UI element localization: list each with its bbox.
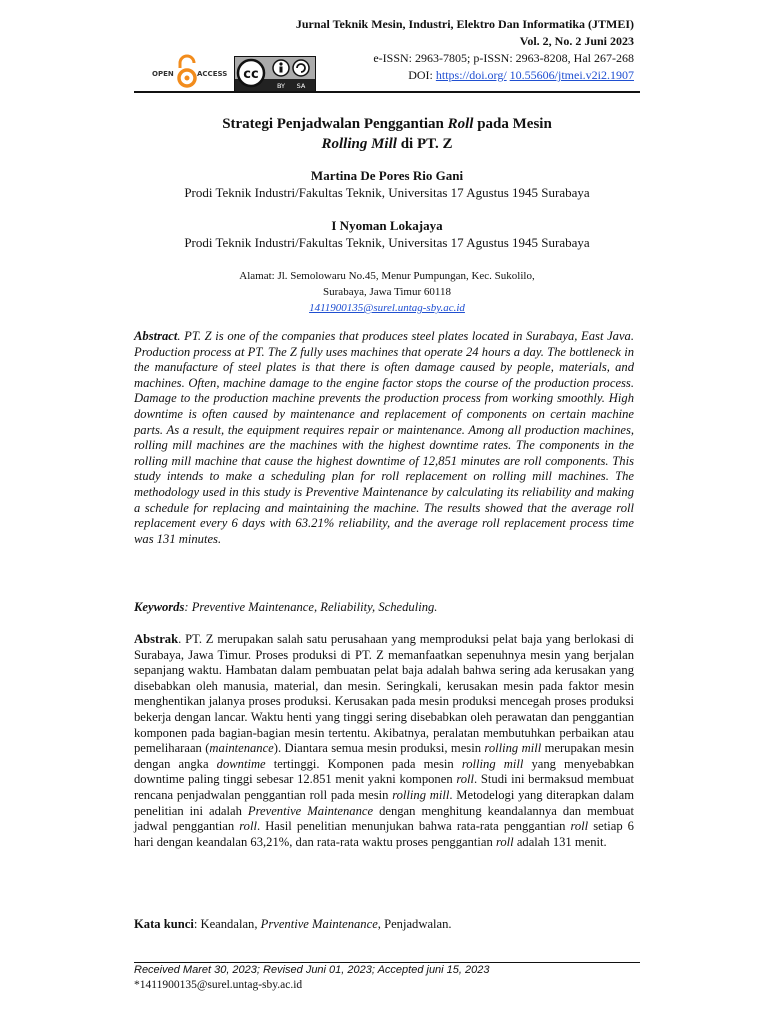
cc-sa-text: SA	[296, 82, 306, 90]
cc-text: cc	[243, 67, 259, 82]
author-name: I Nyoman Lokajaya	[331, 218, 443, 233]
author-affiliation: Prodi Teknik Industri/Fakultas Teknik, Universitas 17 Agustus 1945 Surabaya	[184, 235, 590, 250]
abstract-id-label: Abstrak	[134, 632, 179, 646]
open-access-logo	[152, 54, 228, 94]
open-access-left-text: OPEN	[152, 70, 174, 78]
doi-prefix-link[interactable]: https://doi.org/	[435, 68, 507, 82]
doi-suffix-link[interactable]: 10.55606/jtmei.v2i2.1907	[509, 68, 634, 82]
keywords-en-label: Keywords	[134, 600, 185, 614]
header-rule	[134, 91, 640, 93]
doi-label: DOI:	[408, 68, 433, 82]
author-name: Martina De Pores Rio Gani	[310, 168, 464, 183]
corresponding-email: *1411900135@surel.untag-sby.ac.id	[134, 979, 303, 991]
abstract-id: Abstrak. PT. Z merupakan salah satu perusahaan yang memproduksi pelat baja yang berlokasi di Surabaya, Jawa Timur. Proses produksi di PT. Z memanfaatkan sepenuhnya mesin yang berjalan sepanjang waktu. Hambatan dalam pembuatan pelat baja adalah bahwa sering ada kerusakan yang disebabkan oleh manusia, material, dan mesin. Seringkali, kerusakan mesin pada faktor mesin menghentikan jalanya proses produksi. Kerusakan pada mesin produksi mencegah proses produksi bekerja dengan lancar. Waktu henti yang tinggi sering disebabkan oleh perawatan dan penggantian komponen pada bagian-bagian mesin tertentu. Akibatnya, peralatan membutuhkan perbaikan atau pemeliharaan (maintenance). Diantara semua mesin produksi, mesin rolling mill merupakan mesin dengan angka downtime tertinggi. Komponen pada mesin rolling mill yang menyebabkan downtime paling tinggi sebesar 12.851 menit yakni komponen roll. Studi ini bermaksud membuat rencana penjadwalan penggantian roll pada mesin rolling mill. Metodelogi yang diterapkan dalam penelitian ini adalah Preventive Maintenance dengan menghitung keandalannya dan membuat jadwal penggantian roll. Hasil penelitian menunjukan bahwa rata-rata penggantian roll setiap 6 hari dengan keandalan 63,21%, dan rata-rata waktu proses penggantian roll adalah 131 menit.	[134, 632, 635, 849]
address-email-wrap	[134, 300, 640, 316]
open-access-lock-icon	[152, 54, 228, 94]
author-address	[134, 268, 640, 316]
author-affiliation: Prodi Teknik Industri/Fakultas Teknik, Universitas 17 Agustus 1945 Surabaya	[184, 185, 590, 200]
title-line-2: Rolling Mill di PT. Z	[321, 136, 453, 152]
keywords-en	[134, 600, 634, 616]
address-email-link[interactable]: 1411900135@surel.untag-sby.ac.id	[309, 302, 465, 314]
title-line-1: Strategi Penjadwalan Penggantian Roll pada Mesin	[222, 116, 552, 132]
journal-volume: Vol. 2, No. 2 Juni 2023	[519, 34, 634, 48]
received-dates: Received Maret 30, 2023; Revised Juni 01, 2023; Accepted juni 15, 2023	[134, 964, 490, 976]
journal-name: Jurnal Teknik Mesin, Industri, Elektro Dan Informatika (JTMEI)	[295, 17, 634, 31]
paper-title	[134, 114, 640, 154]
journal-issn: e-ISSN: 2963-7805; p-ISSN: 2963-8208, Hal 267-268	[373, 51, 634, 65]
journal-doi	[296, 67, 634, 84]
footer-rule	[134, 962, 640, 963]
abstract-en-text: . PT. Z is one of the companies that produces steel plates located in Surabaya, East Java. Production process at PT. The Z fully uses machines that operate 24 hours a day. The bottleneck in the manufacture of steel plates is that there is often damage caused by people, materials, and machines. Often, machine damage to the engine factor stops the course of the production process. Damage to the production machine prevents the production process from working smoothly. High downtime is often caused by maintenance and replacement of components on certain machine parts. As a result, the equipment requires repair or maintenance. Among all production machines, rolling mill machines are the machines with the highest downtime rates. The components in the rolling mill machine that cause the highest downtime of 12,851 minutes are roll components. This study intends to make a scheduling plan for roll replacement on rolling mill machines. The methodology used in this study is Preventive Maintenance by calculating its reliability and making a schedule for replacing and maintaining the machine. The results showed that the average roll replacement every 6 days with 63.21% reliability, and the average roll replacement process time was 131 minutes.	[134, 329, 634, 546]
cc-by-text: BY	[276, 82, 286, 90]
address-line-1: Alamat: Jl. Semolowaru No.45, Menur Pumpungan, Kec. Sukolilo,	[239, 270, 535, 282]
abstract-en	[134, 329, 634, 547]
abstract-en-label: Abstract	[134, 329, 178, 343]
keywords-id-label: Kata kunci	[134, 917, 194, 931]
journal-header	[296, 16, 634, 84]
cc-by-sa-badge	[234, 56, 316, 92]
keywords-id: Kata kunci: Keandalan, Prventive Maintenance, Penjadwalan.	[134, 917, 452, 931]
open-access-right-text: ACCESS	[197, 70, 228, 78]
keywords-en-text: : Preventive Maintenance, Reliability, Scheduling.	[184, 600, 438, 614]
cc-license-icon	[235, 57, 315, 91]
address-line-2: Surabaya, Jawa Timur 60118	[323, 286, 451, 298]
